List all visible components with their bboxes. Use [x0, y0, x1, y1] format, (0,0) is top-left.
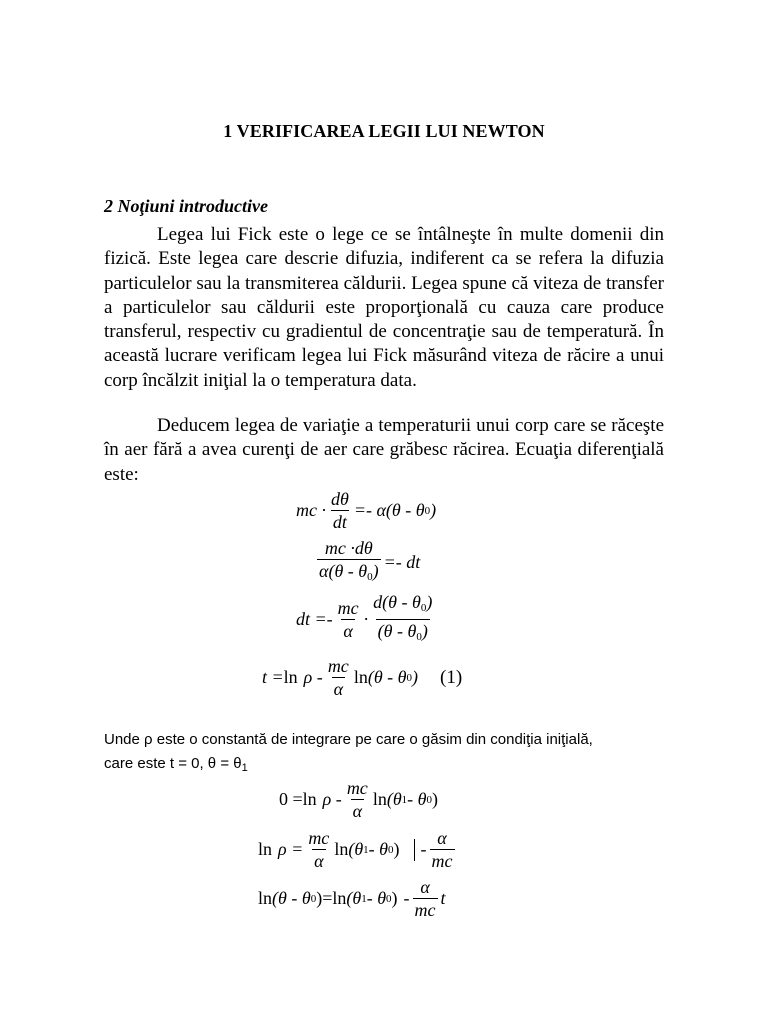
eq6-close: ) — [393, 839, 400, 859]
eq7-minus: - — [403, 888, 410, 908]
eq7-ln: ln — [258, 888, 273, 908]
eq5-arg: (θ — [386, 789, 402, 809]
eq4-lhs: t = — [262, 667, 284, 687]
eq3-f2-num-sub: 0 — [420, 602, 427, 614]
eq5-fraction — [345, 778, 370, 821]
eq2-denominator — [317, 559, 381, 587]
eq6-multiplier-fraction — [430, 828, 455, 871]
eq1-denominator: dt — [332, 512, 347, 532]
section-heading: 2 Noţiuni introductive — [104, 196, 269, 216]
eq3-f2-numerator — [371, 592, 434, 619]
equation-7 — [258, 877, 446, 920]
paragraph-1-text: Legea lui Fick este o lege ce se întâlneşte în multe domenii din fizică. Este legea care descrie difuzia, indiferent ca se refera la difuzia particulelor sau la transmiterea căldurii. Legea spune că viteza de transfer a particulelor sau căldurii este proporţională cu cauza care produce transferul, respectiv cu gradientul de concentraţie sau de temperatură. În această lucrare verificam legea lui Fick măsurând viteza de răcire a unui corp încălzit iniţial la o temperatura data. — [104, 224, 664, 391]
eq7-fraction — [413, 877, 438, 920]
eq3-fraction-1 — [336, 598, 361, 641]
eq6-lhs: ρ = — [278, 839, 304, 859]
paragraph-2 — [104, 414, 664, 487]
eq3-fraction-2 — [371, 592, 434, 647]
eq6-ln2: ln — [334, 839, 349, 859]
eq3-f2-denominator — [376, 619, 430, 647]
eq2-den-sub: 0 — [367, 571, 373, 583]
paragraph-2-text: Deducem legea de variaţie a temperaturii unui corp care se răceşte în aer fără a avea curenţi de aer care grăbesc răcirea. Ecuaţia diferenţială este: — [104, 415, 664, 485]
eq4-arg: (θ - θ — [367, 667, 407, 687]
eq1-rhs: =- α(θ - θ — [353, 500, 425, 520]
eq6-vertical-bar — [414, 839, 415, 861]
eq4-ln2: ln — [353, 667, 368, 687]
note-line-1: Unde ρ este o constantă de integrare pe care o găsim din condiţia iniţială, — [104, 731, 593, 748]
equation-1 — [296, 489, 436, 532]
equation-6 — [258, 828, 458, 871]
eq5-sub1: 1 — [401, 793, 408, 806]
eq2-numerator: mc ·dθ — [324, 538, 373, 558]
eq4-close: ) — [412, 667, 418, 687]
equation-4 — [262, 656, 462, 699]
eq5-lhs: 0 = — [279, 789, 303, 809]
eq4-sub: 0 — [406, 671, 412, 684]
eq6-multiplier-numerator: α — [437, 828, 447, 848]
eq5-rho: ρ - — [322, 789, 342, 809]
eq5-sub0: 0 — [426, 793, 433, 806]
eq5-ln2: ln — [372, 789, 387, 809]
note-line-2-sub: 1 — [241, 762, 248, 774]
eq2-rhs: =- dt — [383, 552, 421, 572]
eq1-fraction — [329, 489, 351, 532]
eq3-f2-den-text: (θ - θ — [377, 621, 417, 641]
equation-2 — [314, 538, 420, 587]
eq5-mid: - θ — [407, 789, 427, 809]
eq4-rho: ρ - — [303, 667, 323, 687]
eq3-dot: · — [363, 609, 369, 629]
eq7-arg0: (θ - θ — [272, 888, 311, 908]
eq7-sub0b: 0 — [386, 892, 392, 905]
eq7-numerator: α — [420, 877, 430, 897]
eq6-minus: - — [420, 839, 427, 859]
eq7-close0: ) — [316, 888, 323, 908]
eq4-denominator: α — [333, 679, 344, 699]
document-title: 1 VERIFICAREA LEGII LUI NEWTON — [223, 121, 545, 141]
eq3-f2-num-close: ) — [426, 592, 433, 612]
eq6-denominator: α — [314, 851, 324, 871]
eq6-sub1: 1 — [363, 843, 369, 856]
eq2-den-text: α(θ - θ — [319, 561, 368, 581]
eq7-sub0a: 0 — [310, 892, 317, 905]
eq7-t: t — [440, 888, 446, 908]
equation-5 — [279, 778, 438, 821]
eq1-close: ) — [430, 500, 437, 520]
note-line-2-text: care este t = 0, θ = θ — [104, 755, 242, 772]
eq7-mid: - θ — [366, 888, 387, 908]
eq5-ln: ln — [302, 789, 317, 809]
eq2-den-close: ) — [372, 561, 379, 581]
eq3-f2-den-close: ) — [421, 621, 428, 641]
eq7-equals: = — [322, 888, 333, 908]
eq7-denominator: mc — [414, 900, 436, 920]
eq5-denominator: α — [352, 801, 363, 821]
eq7-arg1: (θ — [346, 888, 362, 908]
eq6-multiplier-denominator: mc — [431, 851, 453, 871]
eq4-ln: ln — [283, 667, 298, 687]
paragraph-1 — [104, 223, 664, 393]
eq6-arg: (θ — [348, 839, 364, 859]
eq7-ln1: ln — [332, 888, 347, 908]
equation-3 — [296, 592, 437, 647]
eq3-f2-den-sub: 0 — [416, 631, 422, 643]
eq1-mc: mc · — [296, 500, 326, 520]
eq1-numerator: dθ — [331, 489, 349, 509]
eq1-sub: 0 — [424, 504, 431, 517]
eq3-lhs: dt =- — [296, 609, 333, 629]
eq6-numerator: mc — [308, 828, 330, 848]
eq6-mid: - θ — [368, 839, 389, 859]
eq4-fraction — [326, 656, 351, 699]
eq6-ln: ln — [258, 839, 273, 859]
equation-number-1: (1) — [440, 666, 463, 688]
eq5-close: ) — [432, 789, 439, 809]
eq4-numerator: mc — [327, 656, 349, 676]
eq3-f1-numerator: mc — [337, 598, 359, 618]
eq5-numerator: mc — [346, 778, 368, 798]
eq6-fraction — [306, 828, 331, 871]
eq7-close1: ) — [391, 888, 398, 908]
eq7-sub1: 1 — [361, 892, 367, 905]
eq2-fraction — [317, 538, 381, 587]
eq3-f1-denominator: α — [343, 621, 353, 641]
eq3-f2-num-text: d(θ - θ — [373, 592, 421, 612]
eq6-sub0: 0 — [388, 843, 394, 856]
note-line-2 — [104, 752, 248, 780]
